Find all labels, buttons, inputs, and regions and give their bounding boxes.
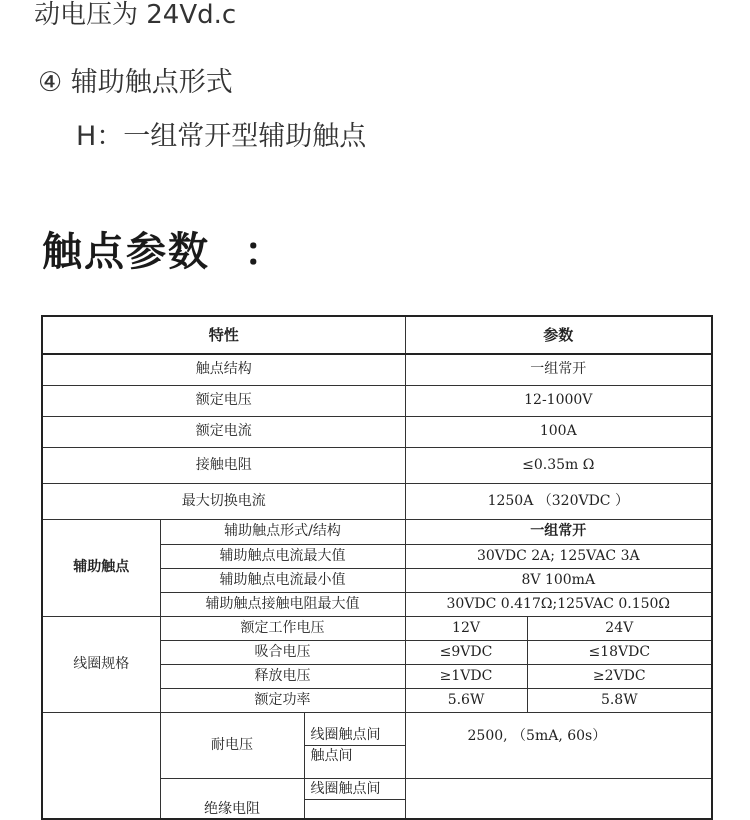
- row-value: ≤0.35m Ω: [405, 448, 712, 484]
- coil-value-12v: ≥1VDC: [405, 665, 527, 689]
- row-label: 最大切换电流: [42, 484, 405, 520]
- insulation-label: 绝缘电阻: [160, 779, 304, 819]
- coil-value-12v: 5.6W: [405, 689, 527, 713]
- withstand-value: 2500, （5mA, 60s）: [405, 713, 712, 779]
- intro-line-top: 动电压为 24Vd.c: [34, 0, 237, 30]
- row-value: 8V 100mA: [405, 569, 712, 593]
- coil-value-12v: 12V: [405, 617, 527, 641]
- row-label: 辅助触点电流最大值: [160, 545, 405, 569]
- section-title-text: 触点参数: [42, 229, 210, 275]
- withstand-sub-bot: 触点间: [310, 748, 353, 764]
- withstand-sub-cell: [304, 713, 405, 779]
- header-feature: 特性: [42, 316, 405, 354]
- aux-contact-form-h: H：一组常开型辅助触点: [76, 121, 367, 152]
- row-value: 30VDC 2A; 125VAC 3A: [405, 545, 712, 569]
- table-row: [42, 484, 712, 520]
- insulation-value: [405, 779, 712, 819]
- table-header-row: [42, 316, 712, 354]
- coil-value-24v: ≤18VDC: [527, 641, 712, 665]
- row-label: 额定电压: [42, 386, 405, 417]
- table-row: [42, 448, 712, 484]
- row-label: 额定电流: [42, 417, 405, 448]
- row-value: 12-1000V: [405, 386, 712, 417]
- aux-contact-form-heading: ④ 辅助触点形式: [38, 67, 233, 98]
- coil-group-label: 线圈规格: [42, 617, 160, 713]
- withstand-voltage-label: 耐电压: [160, 713, 304, 779]
- table-row: [42, 386, 712, 417]
- table-row: [42, 617, 712, 641]
- row-value: 一组常开: [405, 354, 712, 386]
- coil-value-12v: ≤9VDC: [405, 641, 527, 665]
- withstand-sub-top: 线圈触点间: [305, 725, 405, 746]
- insulation-sub-top: 线圈触点间: [305, 779, 405, 800]
- coil-value-24v: 24V: [527, 617, 712, 641]
- row-label: 额定功率: [160, 689, 405, 713]
- row-label: 额定工作电压: [160, 617, 405, 641]
- table-row: [42, 354, 712, 386]
- header-param: 参数: [405, 316, 712, 354]
- dielectric-group-label: [42, 713, 160, 819]
- aux-group-label: 辅助触点: [42, 520, 160, 617]
- row-label: 吸合电压: [160, 641, 405, 665]
- table-row: [42, 520, 712, 545]
- table-row: [42, 713, 712, 779]
- row-value: 一组常开: [405, 520, 712, 545]
- row-label: 辅助触点电流最小值: [160, 569, 405, 593]
- row-label: 辅助触点形式/结构: [160, 520, 405, 545]
- section-title: [42, 220, 286, 277]
- row-value: 100A: [405, 417, 712, 448]
- row-label: 释放电压: [160, 665, 405, 689]
- section-title-colon: ：: [244, 229, 286, 275]
- row-value: 1250A （320VDC ）: [405, 484, 712, 520]
- row-value: 30VDC 0.417Ω;125VAC 0.150Ω: [405, 593, 712, 617]
- insulation-sub-cell: [304, 779, 405, 819]
- table-row: [42, 417, 712, 448]
- row-label: 接触电阻: [42, 448, 405, 484]
- row-label: 触点结构: [42, 354, 405, 386]
- coil-value-24v: ≥2VDC: [527, 665, 712, 689]
- row-label: 辅助触点接触电阻最大值: [160, 593, 405, 617]
- contact-params-table: [41, 315, 713, 820]
- coil-value-24v: 5.8W: [527, 689, 712, 713]
